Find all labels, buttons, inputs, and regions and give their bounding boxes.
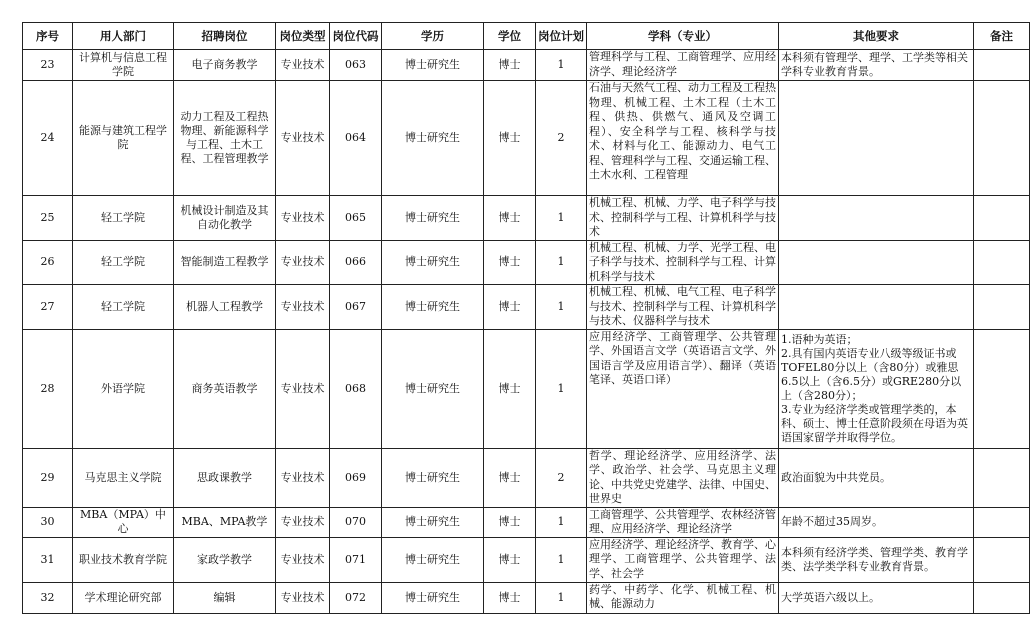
cell-note [974,285,1030,330]
cell-major: 机械工程、机械、力学、电子科学与技术、控制科学与工程、计算机科学与技术 [587,196,779,241]
cell-code: 064 [330,81,382,196]
cell-code: 070 [330,507,382,537]
cell-plan: 1 [536,329,587,448]
cell-code: 065 [330,196,382,241]
cell-code: 069 [330,448,382,507]
cell-note [974,329,1030,448]
cell-code: 071 [330,537,382,582]
header-type: 岗位类型 [276,23,330,50]
cell-type: 专业技术 [276,285,330,330]
cell-no: 32 [23,582,73,613]
table-row [23,50,1030,81]
cell-req: 1.语种为英语； 2.具有国内英语专业八级等级证书或TOFEL80分以上（含80分）或雅思6.5以上（含6.5分）或GRE280分以上（含280分）； 3.专业为经济学类或管理学类的，本科、硕士、博士任意阶段须在母语为英语国家留学并取得学位。 [779,329,974,448]
header-edu: 学历 [382,23,484,50]
cell-no: 25 [23,196,73,241]
header-degree: 学位 [484,23,536,50]
cell-code: 068 [330,329,382,448]
cell-major: 石油与天然气工程、动力工程及工程热物理、机械工程、土木工程（土木工程、供热、供燃气、通风及空调工程）、安全科学与工程、核科学与技术、材料与化工、能源动力、电气工程、管理科学与工程、交通运输工程、土木水利、工程管理 [587,81,779,196]
cell-degree: 博士 [484,507,536,537]
cell-code: 063 [330,50,382,81]
cell-type: 专业技术 [276,50,330,81]
cell-major: 工商管理学、公共管理学、农林经济管理、应用经济学、理论经济学 [587,507,779,537]
table-row [23,582,1030,613]
cell-dept: 轻工学院 [73,240,174,285]
cell-post: 家政学教学 [174,537,276,582]
table-row [23,329,1030,448]
cell-major: 应用经济学、工商管理学、公共管理学、外国语言文学（英语语言文学、外国语言学及应用语言学）、翻译（英语笔译、英语口译） [587,329,779,448]
cell-post: 机械设计制造及其自动化教学 [174,196,276,241]
cell-note [974,50,1030,81]
cell-post: 动力工程及工程热物理、新能源科学与工程、土木工程、工程管理教学 [174,81,276,196]
cell-no: 28 [23,329,73,448]
cell-type: 专业技术 [276,196,330,241]
cell-edu: 博士研究生 [382,196,484,241]
cell-note [974,507,1030,537]
cell-note [974,81,1030,196]
cell-req: 本科须有经济学类、管理学类、教育学类、法学类学科专业教育背景。 [779,537,974,582]
cell-dept: 外语学院 [73,329,174,448]
cell-plan: 1 [536,582,587,613]
cell-dept: 职业技术教育学院 [73,537,174,582]
cell-no: 30 [23,507,73,537]
recruitment-table [22,22,1030,614]
cell-post: 思政课教学 [174,448,276,507]
cell-plan: 1 [536,285,587,330]
cell-type: 专业技术 [276,329,330,448]
cell-dept: MBA（MPA）中心 [73,507,174,537]
cell-no: 27 [23,285,73,330]
cell-edu: 博士研究生 [382,329,484,448]
cell-note [974,537,1030,582]
cell-major: 药学、中药学、化学、机械工程、机械、能源动力 [587,582,779,613]
cell-note [974,448,1030,507]
cell-note [974,582,1030,613]
cell-degree: 博士 [484,285,536,330]
header-req: 其他要求 [779,23,974,50]
cell-dept: 轻工学院 [73,196,174,241]
cell-dept: 学术理论研究部 [73,582,174,613]
cell-degree: 博士 [484,240,536,285]
cell-code: 066 [330,240,382,285]
cell-plan: 1 [536,537,587,582]
cell-dept: 计算机与信息工程学院 [73,50,174,81]
cell-degree: 博士 [484,537,536,582]
cell-plan: 1 [536,50,587,81]
cell-degree: 博士 [484,50,536,81]
cell-plan: 1 [536,507,587,537]
cell-edu: 博士研究生 [382,285,484,330]
cell-code: 067 [330,285,382,330]
header-note: 备注 [974,23,1030,50]
cell-major: 哲学、理论经济学、应用经济学、法学、政治学、社会学、马克思主义理论、中共党史党建学、法律、中国史、世界史 [587,448,779,507]
cell-dept: 马克思主义学院 [73,448,174,507]
cell-type: 专业技术 [276,507,330,537]
cell-req [779,81,974,196]
cell-type: 专业技术 [276,448,330,507]
cell-degree: 博士 [484,448,536,507]
cell-req: 政治面貌为中共党员。 [779,448,974,507]
cell-post: 电子商务教学 [174,50,276,81]
cell-major: 管理科学与工程、工商管理学、应用经济学、理论经济学 [587,50,779,81]
table-row [23,285,1030,330]
table-row [23,448,1030,507]
cell-degree: 博士 [484,196,536,241]
cell-major: 机械工程、机械、电气工程、电子科学与技术、控制科学与工程、计算机科学与技术、仪器科学与技术 [587,285,779,330]
cell-note [974,240,1030,285]
cell-degree: 博士 [484,582,536,613]
cell-degree: 博士 [484,329,536,448]
cell-dept: 能源与建筑工程学院 [73,81,174,196]
cell-req: 本科须有管理学、理学、工学类等相关学科专业教育背景。 [779,50,974,81]
cell-major: 机械工程、机械、力学、光学工程、电子科学与技术、控制科学与工程、计算机科学与技术 [587,240,779,285]
table-row [23,81,1030,196]
cell-req [779,285,974,330]
cell-post: 机器人工程教学 [174,285,276,330]
cell-no: 26 [23,240,73,285]
cell-note [974,196,1030,241]
cell-post: 智能制造工程教学 [174,240,276,285]
header-post: 招聘岗位 [174,23,276,50]
cell-req [779,240,974,285]
cell-post: 编辑 [174,582,276,613]
cell-req [779,196,974,241]
cell-post: MBA、MPA教学 [174,507,276,537]
cell-plan: 2 [536,448,587,507]
cell-edu: 博士研究生 [382,582,484,613]
cell-edu: 博士研究生 [382,240,484,285]
cell-type: 专业技术 [276,537,330,582]
cell-no: 29 [23,448,73,507]
header-row [23,23,1030,50]
header-plan: 岗位计划 [536,23,587,50]
cell-code: 072 [330,582,382,613]
cell-dept: 轻工学院 [73,285,174,330]
table-row [23,196,1030,241]
header-code: 岗位代码 [330,23,382,50]
cell-edu: 博士研究生 [382,50,484,81]
table-row [23,537,1030,582]
recruitment-table-container [22,22,1030,614]
cell-post: 商务英语教学 [174,329,276,448]
cell-plan: 2 [536,81,587,196]
cell-type: 专业技术 [276,582,330,613]
cell-edu: 博士研究生 [382,81,484,196]
cell-req: 大学英语六级以上。 [779,582,974,613]
header-dept: 用人部门 [73,23,174,50]
cell-no: 23 [23,50,73,81]
cell-degree: 博士 [484,81,536,196]
header-major: 学科（专业） [587,23,779,50]
cell-no: 24 [23,81,73,196]
cell-edu: 博士研究生 [382,448,484,507]
cell-type: 专业技术 [276,240,330,285]
table-row [23,240,1030,285]
cell-req: 年龄不超过35周岁。 [779,507,974,537]
cell-plan: 1 [536,240,587,285]
table-row [23,507,1030,537]
header-no: 序号 [23,23,73,50]
cell-type: 专业技术 [276,81,330,196]
cell-plan: 1 [536,196,587,241]
cell-major: 应用经济学、理论经济学、教育学、心理学、工商管理学、公共管理学、法学、社会学 [587,537,779,582]
cell-no: 31 [23,537,73,582]
cell-edu: 博士研究生 [382,507,484,537]
cell-edu: 博士研究生 [382,537,484,582]
